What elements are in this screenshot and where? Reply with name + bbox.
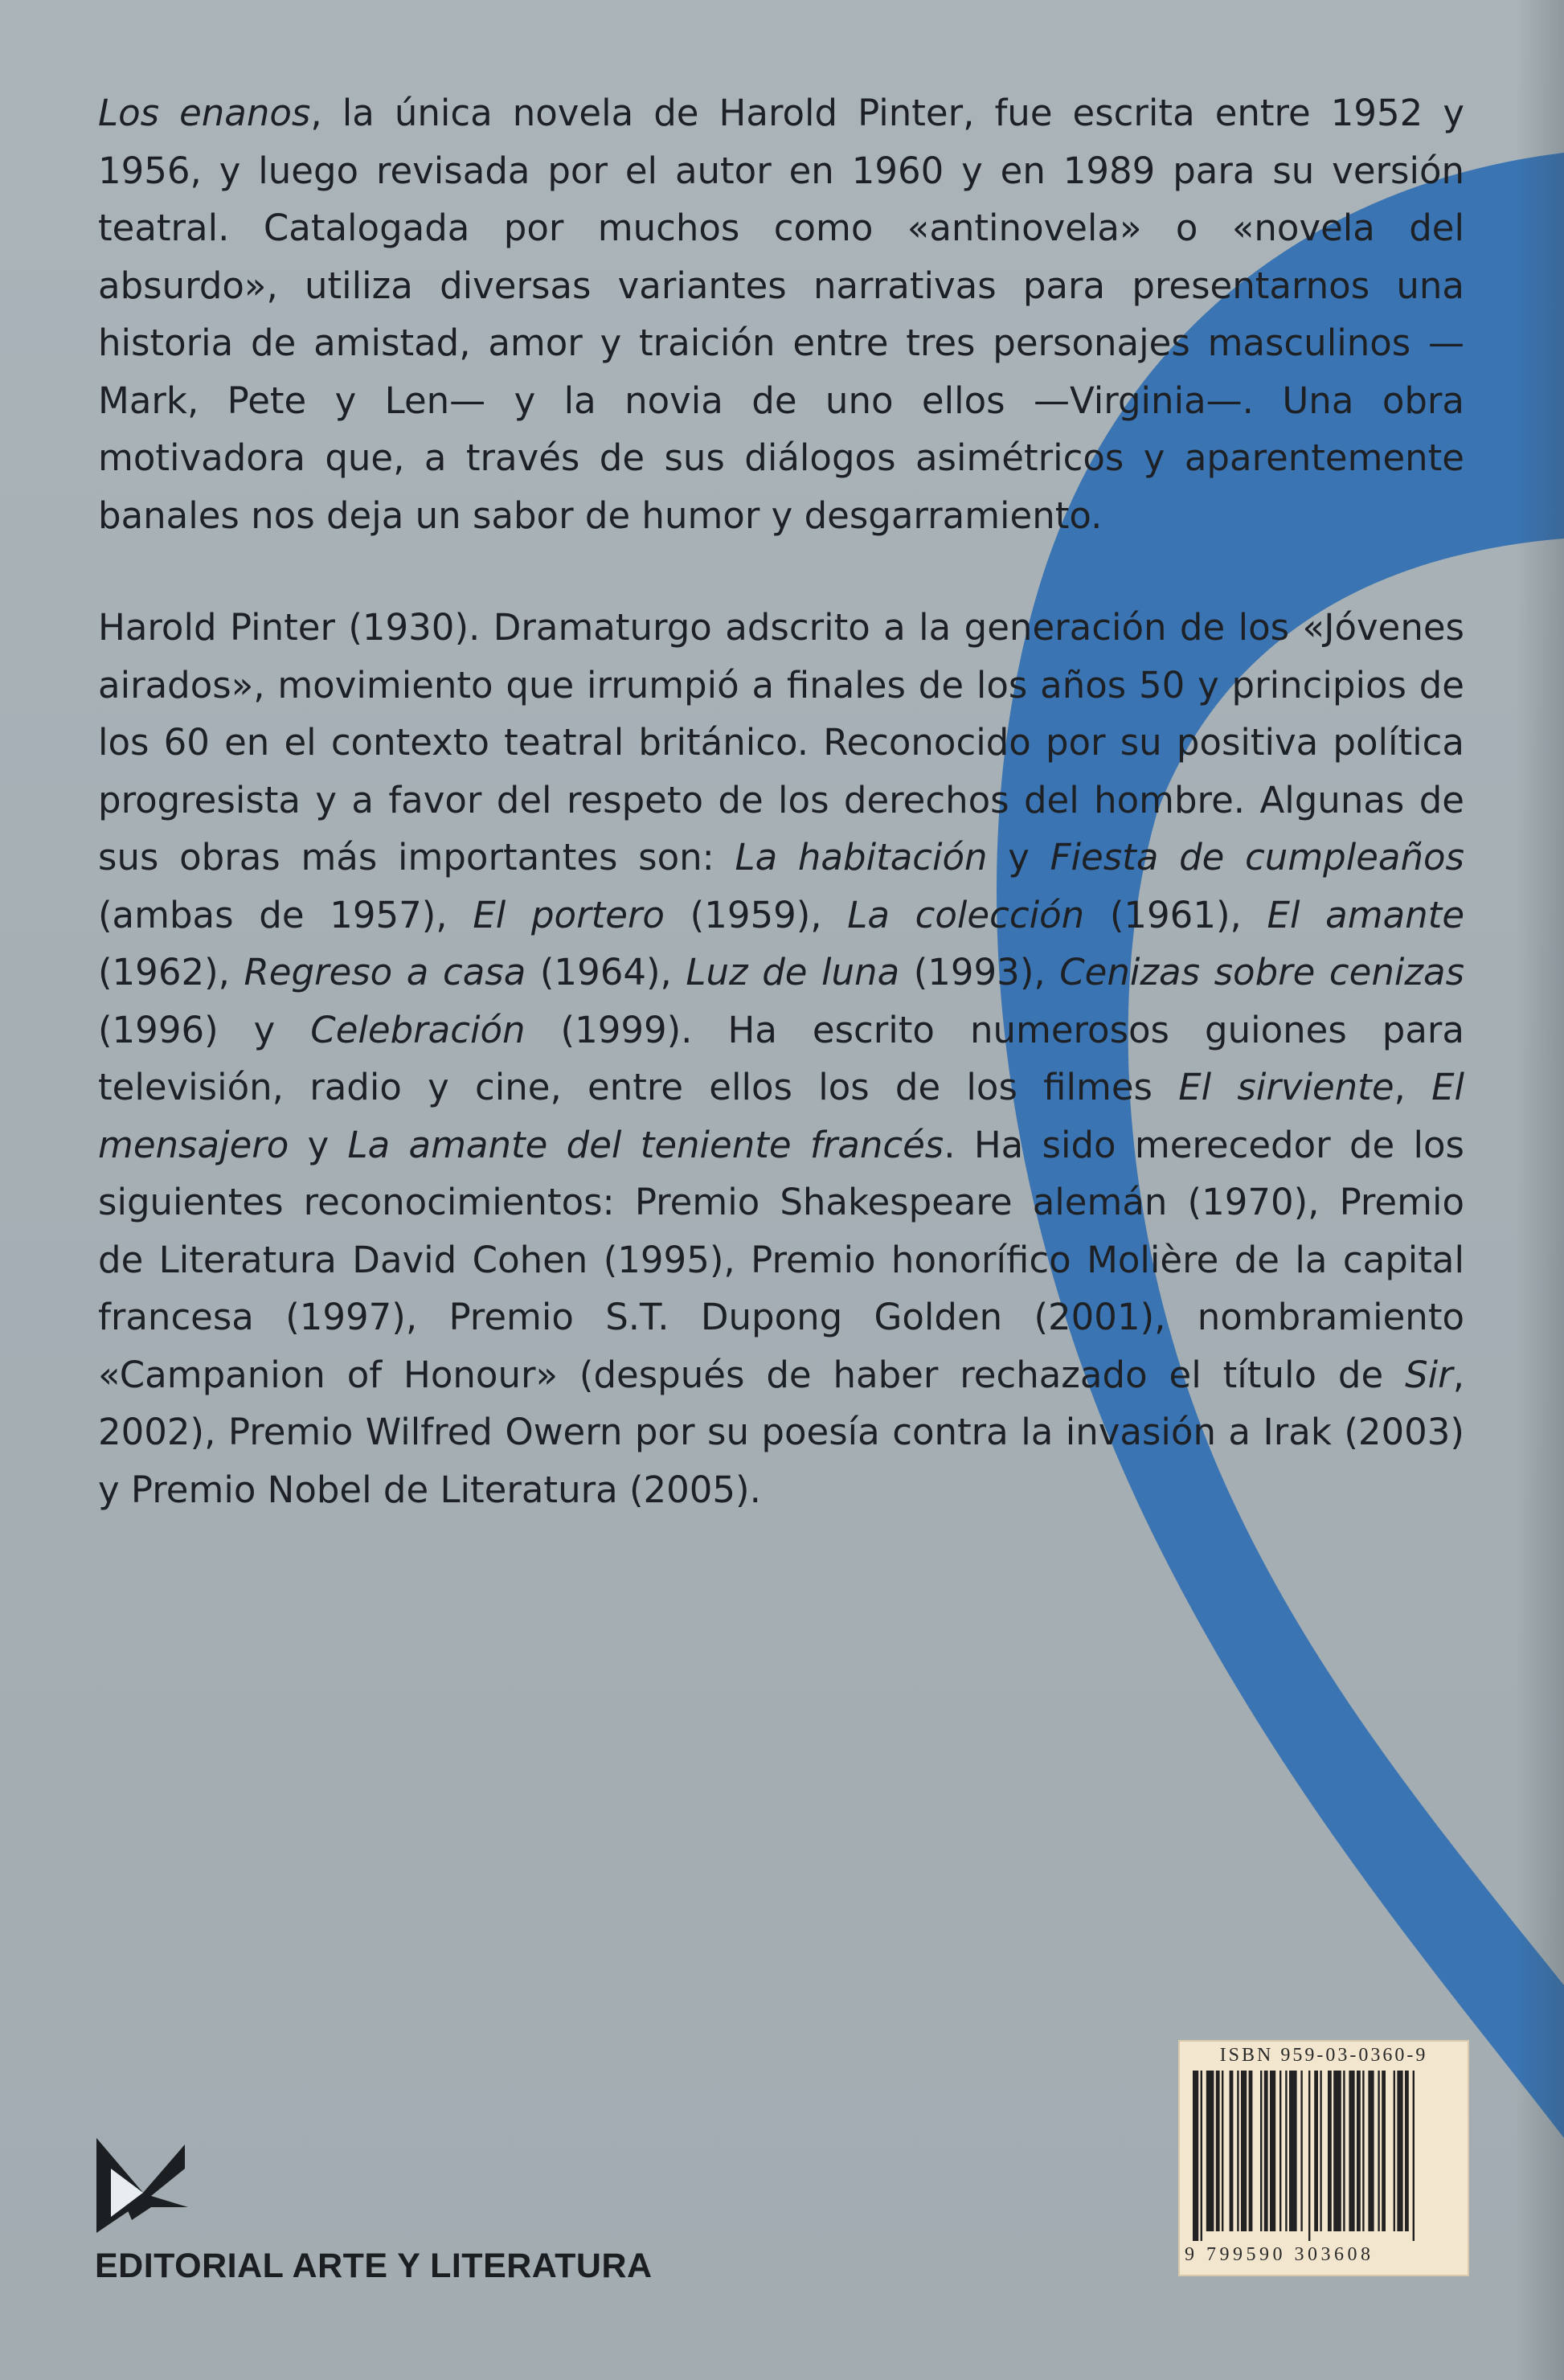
bio-text: (1993), (899, 951, 1060, 993)
synopsis-text: , la única novela de Harold Pinter, fue escrita entre 1952 y 1956, y luego revisada por el autor en 1960 y en 1989 para su versión teatral. Catalogada por muchos como «antinovela» o «novela del absurdo», utiliza diversas variantes narrativas para presentarnos una historia de amistad, amor y traición entre tres personajes masculinos —Mark, Pete y Len— y la novia de uno ellos —Virginia—. Una obra motivadora que, a través de sus diálogos asimétricos y aparentemente banales nos deja un sabor de humor y desgarramiento. (98, 92, 1464, 537)
bio-text: Harold Pinter (1930). Dramaturgo adscrito a la generación de los «Jóvenes airados», movimiento que irrumpió a finales de los años 50 y principios de los 60 en el contexto teatral británico. Reconocido por su positiva política progresista y a favor del respeto de los derechos del hombre. Algunas de sus obras más importantes son: (98, 606, 1464, 879)
bio-text: (1959), (664, 893, 848, 936)
work-title: Fiesta de cumpleaños (1050, 836, 1464, 879)
bio-text: (1961), (1084, 893, 1267, 936)
work-title: El portero (473, 893, 665, 936)
bio-text: . Ha sido merecedor de los siguientes reconocimientos: Premio Shakespeare alemán (1970), Premio de Literatura David Cohen (1995), Premio honorífico Molière de la capital francesa (1997), Premio S.T. Dupong Golden (2001), nombramiento «Campanion of Honour» (después de haber rechazado el título de (98, 1123, 1464, 1396)
publisher-name: EDITORIAL ARTE Y LITERATURA (95, 2247, 653, 2285)
work-title: Celebración (310, 1008, 526, 1051)
film-title: La amante del teniente francés (347, 1123, 944, 1166)
author-bio-paragraph (98, 599, 1464, 1518)
bio-text: (1996) y (98, 1008, 311, 1051)
bio-text: (ambas de 1957), (98, 893, 473, 936)
bio-text: (1999). Ha escrito numerosos guiones para televisión, radio y cine, entre ellos los de los filmes (98, 1008, 1465, 1108)
work-title: La colección (847, 893, 1085, 936)
film-title: El mensajero (98, 1066, 1465, 1166)
bio-text: y (289, 1123, 348, 1166)
bio-text: , (1394, 1066, 1432, 1108)
work-title: La habitación (735, 836, 988, 879)
barcode-digits: 9 799590 303608 (1185, 2244, 1374, 2265)
work-title: Regreso a casa (244, 951, 526, 993)
work-title: Cenizas sobre cenizas (1059, 951, 1465, 993)
film-title: El sirviente (1178, 1066, 1394, 1108)
isbn-barcode-label (1178, 2040, 1469, 2276)
barcode-icon (1193, 2071, 1455, 2241)
bio-text: , 2002), Premio Wilfred Owern por su poesía contra la invasión a Irak (2003) y Premio Nobel de Literatura (2005). (98, 1353, 1464, 1511)
honorific-title: Sir (1405, 1353, 1453, 1396)
book-title-italic: Los enanos (98, 92, 311, 134)
spine-edge-shadow (1516, 0, 1564, 2380)
publisher-logo-icon (95, 2130, 190, 2235)
isbn-number: ISBN 959-03-0360-9 (1219, 2045, 1428, 2066)
bio-text: (1964), (526, 951, 686, 993)
work-title: El amante (1267, 893, 1464, 936)
work-title: Luz de luna (686, 951, 900, 993)
bio-text: (1962), (98, 951, 244, 993)
synopsis-paragraph (98, 84, 1464, 544)
bio-text: y (987, 836, 1050, 879)
